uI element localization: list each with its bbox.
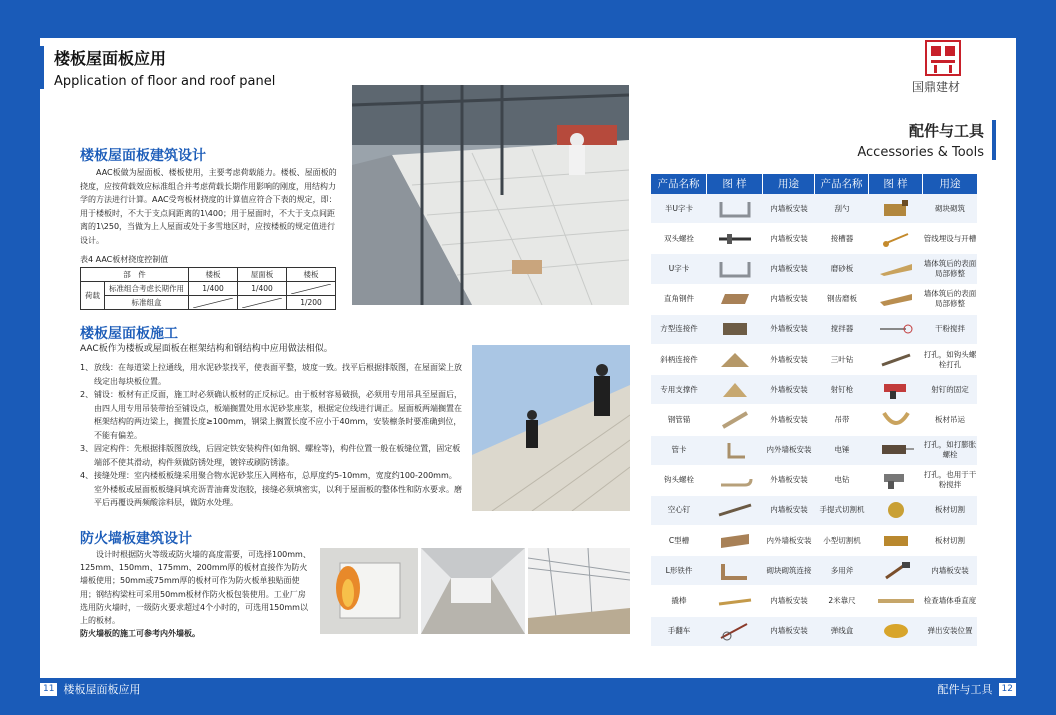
col-header: 图 样 (707, 174, 763, 194)
usage: 板材切割 (935, 535, 965, 545)
c-channel-icon (707, 527, 763, 555)
usage: 内墙板安装 (770, 505, 808, 515)
usage: 外墙板安装 (770, 324, 808, 334)
construction-step (80, 469, 464, 510)
product-name: 钢管锚 (667, 414, 691, 424)
usage: 外墙板安装 (770, 475, 808, 485)
u-clip-icon (707, 195, 763, 223)
step-text: 接缝处理：室内楼板板缝采用聚合物水泥砂浆压入网格布，总厚度约5-10mm，宽度约100-200mm。室外楼板或屋面板板缝间填充沥青油膏发泡胶，接缝必须填密实，以利于屋面板的整体性和防水要求。磨平后再覆设两频酸涂料层，做防水处理。 (94, 471, 462, 507)
product-name: C型槽 (668, 535, 690, 545)
guoding-logo (925, 40, 961, 76)
tools-table-row (651, 405, 977, 435)
usage: 打孔，也用于干粉搅拌 (923, 470, 977, 490)
tools-table-row (651, 375, 977, 405)
angled-connector-icon (707, 346, 763, 374)
left-page-title (40, 46, 275, 89)
product-name: 管卡 (671, 445, 687, 455)
tools-title-en: Accessories & Tools (857, 145, 984, 160)
product-name: 半U字卡 (665, 203, 693, 213)
product-name: 直角钢件 (664, 294, 694, 304)
tools-table-row (651, 496, 977, 526)
hand-cart-icon (707, 617, 763, 645)
product-name: 双头螺拴 (664, 233, 694, 243)
design-paragraph (80, 166, 342, 247)
deflection-table (80, 267, 336, 310)
r2-slash-b (238, 296, 287, 310)
footer-right-text: 配件与工具 (937, 683, 993, 696)
r1-slash (287, 282, 336, 296)
support-bracket-icon (707, 376, 763, 404)
fire-text: 设计时根据防火等级或防火墙的高度需要，可选择100mm、125mm、150mm、175mm、200mm厚的板材直接作为防火墙板使用；50mm或75mm厚的板材可作为防火板单独贴面使用；钢结构梁柱可采用50mm板材作防火板包装使用。工业厂房选用防火墙时，一级防火要求超过4个小时的，可选用150mm以上的板材。 (80, 550, 311, 626)
hammer-drill-icon (869, 436, 923, 464)
r2-label: 标准组盒 (105, 296, 189, 310)
product-name: 刮勺 (834, 203, 850, 213)
tools-table-row (651, 285, 977, 315)
product-name: 多用斧 (830, 565, 854, 575)
tools-table-row (651, 586, 977, 616)
usage: 弹出安装位置 (927, 626, 973, 636)
pipe-clamp-icon (707, 436, 763, 464)
product-name: 电锤 (834, 445, 850, 455)
tools-table-row (651, 617, 977, 647)
design-heading: 楼板屋面板建筑设计 (80, 148, 206, 164)
product-name: 射钉枪 (830, 384, 854, 394)
crowbar-icon (707, 587, 763, 615)
col-header: 用途 (939, 178, 961, 190)
product-name: 弹线盒 (830, 626, 854, 636)
usage: 内墙板安装 (770, 203, 808, 213)
steel-grater-icon (869, 285, 923, 313)
tools-title-zh: 配件与工具 (908, 122, 984, 140)
title-en: Application of floor and roof panel (54, 74, 276, 89)
usage: 内墙板安装 (770, 233, 808, 243)
scraper-icon (869, 195, 923, 223)
step-text: 固定构件：先根据排版图放线，后固定铁安装构件(如角钢、螺栓等)，构件位置一般在板缝位置，固定板端部不使其滑动，构件须做防锈处理，镀锌或刷防锈漆。 (94, 444, 461, 467)
factory-interior-photo-1 (421, 548, 525, 634)
hollow-nail-icon (707, 496, 763, 524)
usage: 内墙板安装 (770, 626, 808, 636)
step-number: 4、 (80, 471, 94, 480)
usage: 检查墙体垂直度 (923, 596, 977, 606)
usage: 内墙板安装 (770, 596, 808, 606)
product-name: 接槽器 (830, 233, 854, 243)
r2-slash-a (189, 296, 238, 310)
ruler-icon (869, 587, 923, 615)
construction-intro: AAC板作为楼板或屋面板在框架结构和钢结构中应用做法相似。 (80, 344, 333, 354)
usage: 砌块砌筑连接 (766, 565, 812, 575)
tools-table-row (651, 315, 977, 345)
th-floor2: 楼板 (287, 268, 336, 282)
hook-bolt-icon (707, 466, 763, 494)
tools-title (857, 120, 996, 160)
usage: 外墙板安装 (770, 354, 808, 364)
col-header: 图 样 (869, 174, 923, 194)
product-name: 专用支撑件 (660, 384, 698, 394)
tools-table-row (651, 254, 977, 284)
tools-table (651, 174, 977, 647)
multi-axe-icon (869, 557, 923, 585)
usage: 管线埋设与开槽 (923, 233, 977, 243)
product-name: 小型切割机 (823, 535, 861, 545)
construction-heading: 楼板屋面板施工 (80, 326, 178, 342)
factory-interior-photo-2 (528, 548, 630, 634)
step-number: 2、 (80, 390, 94, 399)
tools-table-row (651, 466, 977, 496)
product-name: 方型连接件 (660, 324, 698, 334)
three-blade-drill-icon (869, 346, 923, 374)
tools-table-row (651, 345, 977, 375)
product-name: 斜柄连接件 (660, 354, 698, 364)
table-caption: 表4 AAC板材挠度控制值 (80, 255, 169, 264)
footer-right (938, 681, 1016, 697)
tools-table-row (651, 224, 977, 254)
r1-roof: 1/400 (238, 282, 287, 296)
tools-table-row (651, 436, 977, 466)
usage: 干粉搅拌 (935, 324, 965, 334)
electric-drill-icon (869, 466, 923, 494)
construction-list (80, 361, 464, 510)
product-name: 手翻车 (667, 626, 691, 636)
product-name: 吊带 (834, 414, 850, 424)
th-part: 部 件 (81, 268, 189, 282)
usage: 砌块砌筑 (935, 203, 965, 213)
usage: 板材切割 (935, 505, 965, 515)
page-number-left: 11 (40, 683, 57, 696)
tools-table-row (651, 556, 977, 586)
chalk-line-icon (869, 617, 923, 645)
col-header: 产品名称 (651, 174, 707, 194)
construction-step (80, 361, 464, 388)
footer-left (40, 681, 140, 697)
handheld-cutter-icon (869, 496, 923, 524)
usage: 内墙板安装 (931, 565, 969, 575)
tools-table-row (651, 526, 977, 556)
roof-construction-photo (352, 85, 629, 305)
usage: 内外墙板安装 (766, 445, 812, 455)
usage: 板材吊运 (935, 414, 965, 424)
usage: 打孔，如打膨胀螺栓 (923, 440, 977, 460)
r1-floor: 1/400 (189, 282, 238, 296)
product-name: 钩头螺栓 (664, 475, 694, 485)
r1-label: 标准组合考虑长期作用 (105, 282, 189, 296)
fire-test-photo (320, 548, 418, 634)
col-header: 用途 (763, 174, 815, 194)
product-name: 空心钉 (667, 505, 691, 515)
product-name: U字卡 (668, 263, 690, 273)
product-name: 搅拌器 (830, 324, 854, 334)
usage: 墙体筑后的表面局部修整 (923, 258, 977, 278)
tools-table-body (651, 194, 977, 647)
th-roof: 屋面板 (238, 268, 287, 282)
usage: 内外墙板安装 (766, 535, 812, 545)
angle-steel-icon (707, 285, 763, 313)
tools-table-row (651, 194, 977, 224)
product-name: 三叶钻 (830, 354, 854, 364)
design-text: AAC板做为屋面板、楼板使用，主要考虑荷载能力。楼板、屋面板的挠度，应按荷载效应标准组合并考虑荷载长期作用影响的刚度，用结构力学的方法进行计算。AAC受弯板材挠度的计算值应符合下表的规定，即：用于楼板时，不大于支点间距离的1\400；用于屋面时，不大于支点间距离的1\250，当做为上人屋面或处于多雪地区时，应按楼板的规定值进行设计。 (80, 168, 337, 245)
fire-heading: 防火墙板建筑设计 (80, 531, 192, 547)
square-connector-icon (707, 315, 763, 343)
tools-table-header (651, 174, 977, 194)
brand-name: 国鼎建材 (912, 80, 961, 94)
usage: 外墙板安装 (770, 414, 808, 424)
workers-roof-photo (472, 345, 630, 511)
usage: 打孔，如钩头螺栓打孔 (923, 349, 977, 369)
product-name: 撬棒 (671, 596, 687, 606)
l-bracket-icon (707, 557, 763, 585)
usage: 墙体筑后的表面局部修整 (923, 289, 977, 309)
r2-floor2: 1/200 (287, 296, 336, 310)
product-name: 电钻 (834, 475, 850, 485)
product-name: 磨砂板 (830, 263, 854, 273)
product-name: 手提式切割机 (819, 505, 865, 515)
construction-step (80, 388, 464, 442)
usage: 外墙板安装 (770, 384, 808, 394)
fire-note: 防火墙板的施工可参考内外墙板。 (80, 629, 200, 639)
sanding-board-icon (869, 255, 923, 283)
product-name: 钢齿磨板 (827, 294, 857, 304)
mixer-icon (869, 315, 923, 343)
footer-bar (0, 678, 1056, 700)
step-text: 放线：在每道梁上拉通线，用水泥砂浆找平，使表面平整，坡度一致。找平后根据排版图，在屋面梁上放线定出每块板位置。 (94, 363, 462, 386)
title-zh: 楼板屋面板应用 (54, 49, 167, 68)
nail-gun-icon (869, 376, 923, 404)
sling-icon (869, 406, 923, 434)
usage: 射钉的固定 (931, 384, 969, 394)
double-bolt-icon (707, 225, 763, 253)
product-name: 2米靠尺 (828, 596, 856, 606)
fire-paragraph (80, 548, 312, 640)
small-cutter-icon (869, 527, 923, 555)
step-number: 1、 (80, 363, 94, 372)
construction-step (80, 442, 464, 469)
row-group-label: 荷载 (81, 282, 105, 310)
groove-tool-icon (869, 225, 923, 253)
th-floor: 楼板 (189, 268, 238, 282)
step-text: 铺设：板材有正反面，施工时必须确认板材的正反标记。由于板材容易破损，必须用专用吊具至屋面后，由四人用专用吊装带抬至铺设点，板端搁置处用水泥砂浆座浆，根据定位线进行调正。屋面板两端搁置在框架结构的两边梁上，搁置长度≥100mm，钢梁上搁置长度不应小于40mm，安装檩条时要准确到位，不能有偏差。 (94, 390, 462, 440)
footer-left-text: 楼板屋面板应用 (63, 683, 141, 696)
step-number: 3、 (80, 444, 94, 453)
pipe-anchor-icon (707, 406, 763, 434)
usage: 内墙板安装 (770, 263, 808, 273)
page-number-right: 12 (999, 683, 1016, 696)
col-header: 产品名称 (815, 174, 869, 194)
product-name: L形铁件 (665, 565, 693, 575)
usage: 内墙板安装 (770, 294, 808, 304)
u-clip-icon (707, 255, 763, 283)
